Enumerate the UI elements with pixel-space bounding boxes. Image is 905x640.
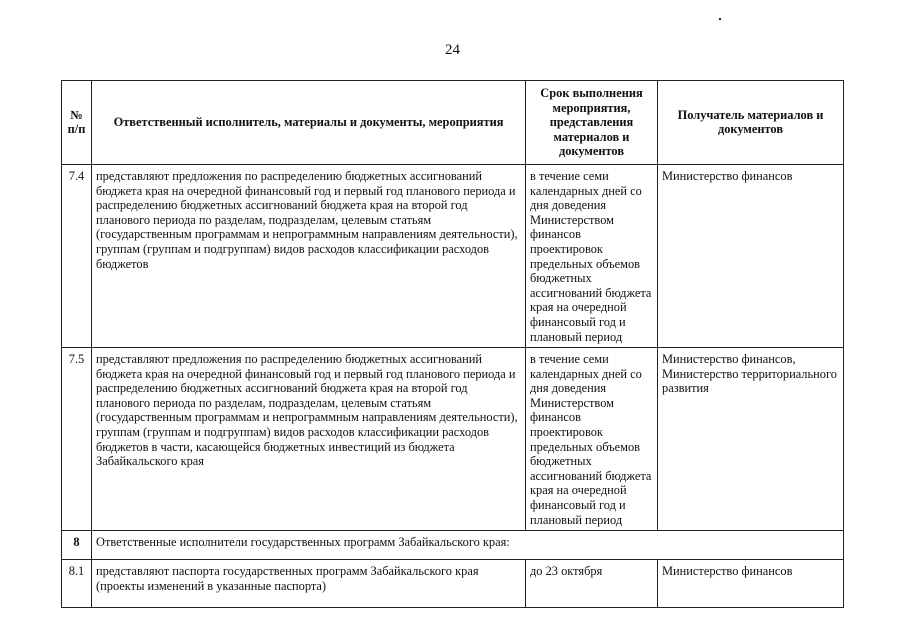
row-num: 7.4 xyxy=(62,164,92,347)
scan-dot xyxy=(719,18,721,20)
row-num: 8.1 xyxy=(62,560,92,608)
table-header-row xyxy=(62,81,844,165)
document-table xyxy=(61,80,844,608)
row-term: до 23 октября xyxy=(526,560,658,608)
row-desc: представляют предложения по распределению бюджетных ассигнований бюджета края на очередной финансовый год и первый год планового периода и распределению бюджетных ассигнований бюджета края на второй год планового периода по разделам, подразделам, целевым статьям (государственным программам и непрограммным направлениям деятельности), группам (группам и подгруппам) видов расходов классификации расходов бюджетов в части, касающейся бюджетных инвестиций из бюджета Забайкальского края xyxy=(92,348,526,531)
header-term: Срок выполнения мероприятия, представления материалов и документов xyxy=(526,81,658,165)
table-row xyxy=(62,164,844,347)
table-row xyxy=(62,348,844,531)
row-recv: Министерство финансов xyxy=(658,560,844,608)
header-desc: Ответственный исполнитель, материалы и документы, мероприятия xyxy=(92,81,526,165)
header-num: № п/п xyxy=(62,81,92,165)
row-recv: Министерство финансов, Министерство территориального развития xyxy=(658,348,844,531)
table-row xyxy=(62,531,844,560)
row-recv: Министерство финансов xyxy=(658,164,844,347)
row-desc: представляют предложения по распределению бюджетных ассигнований бюджета края на очередной финансовый год и первый год планового периода и распределению бюджетных ассигнований бюджета края на второй год планового периода по разделам, подразделам, целевым статьям (государственным программам и непрограммным направлениям деятельности), группам (группам и подгруппам) видов расходов классификации расходов бюджетов xyxy=(92,164,526,347)
row-term: в течение семи календарных дней со дня доведения Министерством финансов проектировок предельных объемов бюджетных ассигнований бюджета края на очередной финансовый год и плановый период xyxy=(526,348,658,531)
table-row xyxy=(62,560,844,608)
row-section-title: Ответственные исполнители государственных программ Забайкальского края: xyxy=(92,531,844,560)
row-num: 8 xyxy=(62,531,92,560)
row-term: в течение семи календарных дней со дня доведения Министерством финансов проектировок предельных объемов бюджетных ассигнований бюджета края на очередной финансовый год и плановый период xyxy=(526,164,658,347)
row-desc: представляют паспорта государственных программ Забайкальского края (проекты изменений в указанные паспорта) xyxy=(92,560,526,608)
header-recv: Получатель материалов и документов xyxy=(658,81,844,165)
row-num: 7.5 xyxy=(62,348,92,531)
page-number: 24 xyxy=(445,42,460,58)
